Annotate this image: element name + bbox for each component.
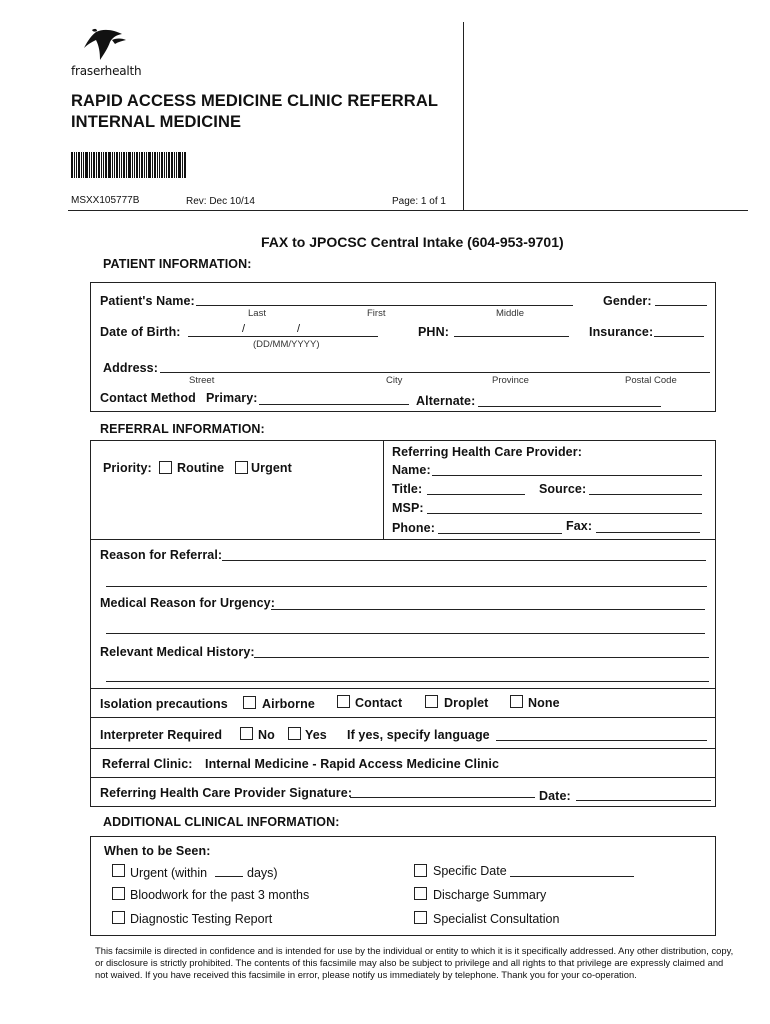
interpreter-no-label: No [258,728,275,742]
barcode-bar [132,152,133,178]
urgent-within-label: Urgent (within [130,866,208,880]
header-divider-horizontal [68,210,748,211]
barcode-bar [81,152,82,178]
barcode-bar [168,152,170,178]
barcode-bar [148,152,151,178]
gender-label: Gender: [603,294,652,308]
barcode-bar [128,152,131,178]
patient-name-label: Patient's Name: [100,294,195,308]
barcode-bar [174,152,175,178]
patient-name-field[interactable] [196,305,573,306]
last-name-caption: Last [248,308,266,319]
medical-history-field[interactable] [254,657,709,658]
alternate-contact-label: Alternate: [416,394,476,408]
insurance-label: Insurance: [589,325,654,339]
barcode-bar [119,152,120,178]
middle-name-caption: Middle [496,308,524,319]
additional-section-title: ADDITIONAL CLINICAL INFORMATION: [103,815,340,829]
barcode-bar [176,152,177,178]
form-title-line1: RAPID ACCESS MEDICINE CLINIC REFERRAL [71,92,439,110]
barcode-bar [144,152,145,178]
specialist-label: Specialist Consultation [433,912,560,926]
barcode-bar [96,152,97,178]
none-checkbox[interactable] [510,695,523,708]
discharge-checkbox[interactable] [414,887,427,900]
medical-history-field-2[interactable] [106,681,709,682]
urgency-reason-label: Medical Reason for Urgency: [100,596,275,610]
provider-msp-field[interactable] [427,513,702,514]
barcode-bar [164,152,165,178]
provider-source-field[interactable] [589,494,702,495]
urgency-reason-field[interactable] [271,609,705,610]
dob-format-caption: (DD/MM/YYYY) [253,339,320,350]
revision: Rev: Dec 10/14 [186,196,255,207]
provider-name-label: Name: [392,463,431,477]
when-to-be-seen-label: When to be Seen: [104,844,211,858]
days-label: days) [247,866,278,880]
barcode-bar [184,152,186,178]
routine-checkbox[interactable] [159,461,172,474]
form-title-line2: INTERNAL MEDICINE [71,113,242,131]
priority-label: Priority: [103,461,152,475]
barcode-bar [134,152,135,178]
barcode-bar [112,152,113,178]
reason-for-referral-field[interactable] [222,560,706,561]
routine-label: Routine [177,461,225,475]
airborne-label: Airborne [262,697,315,711]
barcode-bar [101,152,102,178]
contact-checkbox[interactable] [337,695,350,708]
barcode-bar [126,152,127,178]
address-label: Address: [103,361,158,375]
barcode-bar [116,152,118,178]
interpreter-yes-label: Yes [305,728,327,742]
dob-label: Date of Birth: [100,325,181,339]
gender-field[interactable] [655,305,707,306]
language-label: If yes, specify language [347,728,490,742]
referral-clinic-label: Referral Clinic: [102,757,193,771]
barcode-bar [76,152,77,178]
referral-clinic-value: Internal Medicine - Rapid Access Medicine Clinic [205,757,499,771]
language-field[interactable] [496,740,707,741]
contact-method-label: Contact Method [100,391,196,405]
form-code: MSXX105777B [71,195,140,206]
address-field[interactable] [160,372,710,373]
referral-divider-1 [90,539,716,540]
referral-divider-5 [90,777,716,778]
barcode-bar [141,152,143,178]
dob-separator-1: / [242,323,246,335]
barcode-bar [171,152,173,178]
bloodwork-label: Bloodwork for the past 3 months [130,888,310,902]
barcode-bar [146,152,147,178]
medical-history-label: Relevant Medical History: [100,645,255,659]
barcode-bar [136,152,138,178]
provider-fax-label: Fax: [566,519,593,533]
contact-label: Contact [355,696,403,710]
provider-title-label: Title: [392,482,423,496]
logo-text: fraserhealth [71,64,142,78]
date-field[interactable] [576,800,711,801]
barcode-bar [121,152,122,178]
isolation-label: Isolation precautions [100,697,228,711]
provider-msp-label: MSP: [392,501,424,515]
urgent-days-field[interactable] [215,876,243,877]
barcode-bar [83,152,84,178]
airborne-checkbox[interactable] [243,696,256,709]
reason-for-referral-label: Reason for Referral: [100,548,223,562]
barcode-bar [93,152,95,178]
barcode-bar [114,152,115,178]
barcode-bar [166,152,167,178]
specific-date-checkbox[interactable] [414,864,427,877]
first-name-caption: First [367,308,386,319]
date-label: Date: [539,789,571,803]
barcode-bar [71,152,73,178]
diagnostic-label: Diagnostic Testing Report [130,912,273,926]
barcode-bar [103,152,104,178]
urgent-label: Urgent [251,461,292,475]
interpreter-label: Interpreter Required [100,728,223,742]
specialist-checkbox[interactable] [414,911,427,924]
droplet-checkbox[interactable] [425,695,438,708]
referral-divider-4 [90,748,716,749]
provider-phone-field[interactable] [438,533,562,534]
primary-contact-label: Primary: [206,391,258,405]
barcode-bar [89,152,90,178]
barcode-bar [178,152,181,178]
referral-column-divider [383,440,384,539]
dob-field[interactable] [188,336,378,337]
specific-date-label: Specific Date [433,864,507,878]
referral-section-title: REFERRAL INFORMATION: [100,422,265,436]
page-number: Page: 1 of 1 [392,196,446,207]
droplet-label: Droplet [444,696,489,710]
provider-title: Referring Health Care Provider: [392,445,582,459]
barcode-bar [105,152,107,178]
phn-field[interactable] [454,336,569,337]
insurance-field[interactable] [654,336,704,337]
barcode-bar [161,152,163,178]
confidentiality-disclaimer: This facsimile is directed in confidence and is intended for use by the individual or entity to which it is it specifically addressed. Any other distribution, copy, or disclosure is strictly prohibited. The contents of this facsimile may also be subject to privilege and all rights to that privilege are expressly claimed and not waived. If you have received this facsimile in error, please notify us immediately by telephone. Thank you for your co-operation. [95,945,734,980]
urgency-reason-field-2[interactable] [106,633,705,634]
barcode-bar [157,152,158,178]
barcode-bar [91,152,92,178]
urgent-checkbox[interactable] [235,461,248,474]
street-caption: Street [189,375,215,386]
barcode-bar [98,152,100,178]
postal-code-caption: Postal Code [625,375,677,386]
barcode [71,152,193,178]
barcode-bar [139,152,140,178]
barcode-bar [74,152,75,178]
referral-divider-3 [90,717,716,718]
discharge-label: Discharge Summary [433,888,547,902]
reason-for-referral-field-2[interactable] [106,586,707,587]
none-label: None [528,696,560,710]
city-caption: City [386,375,403,386]
referral-divider-2 [90,688,716,689]
barcode-bar [152,152,153,178]
barcode-bar [182,152,183,178]
header-divider-vertical [463,22,464,210]
alternate-contact-field[interactable] [478,406,661,407]
bloodwork-checkbox[interactable] [112,887,125,900]
fax-instruction: FAX to JPOCSC Central Intake (604-953-9701) [261,234,564,250]
fraserhealth-logo-icon [82,26,128,64]
province-caption: Province [492,375,529,386]
barcode-bar [154,152,156,178]
signature-label: Referring Health Care Provider Signature: [100,786,353,800]
barcode-bar [85,152,88,178]
provider-title-field[interactable] [427,494,525,495]
phn-label: PHN: [418,325,449,339]
provider-source-label: Source: [539,482,587,496]
diagnostic-checkbox[interactable] [112,911,125,924]
interpreter-yes-checkbox[interactable] [288,727,301,740]
urgent-within-checkbox[interactable] [112,864,125,877]
barcode-bar [159,152,160,178]
barcode-bar [108,152,111,178]
barcode-bar [123,152,125,178]
interpreter-no-checkbox[interactable] [240,727,253,740]
specific-date-field[interactable] [510,876,634,877]
signature-field[interactable] [350,797,535,798]
dob-separator-2: / [297,323,301,335]
barcode-bar [78,152,80,178]
provider-fax-field[interactable] [596,532,700,533]
provider-phone-label: Phone: [392,521,435,535]
primary-contact-field[interactable] [259,404,409,405]
patient-section-title: PATIENT INFORMATION: [103,257,252,271]
provider-name-field[interactable] [432,475,702,476]
